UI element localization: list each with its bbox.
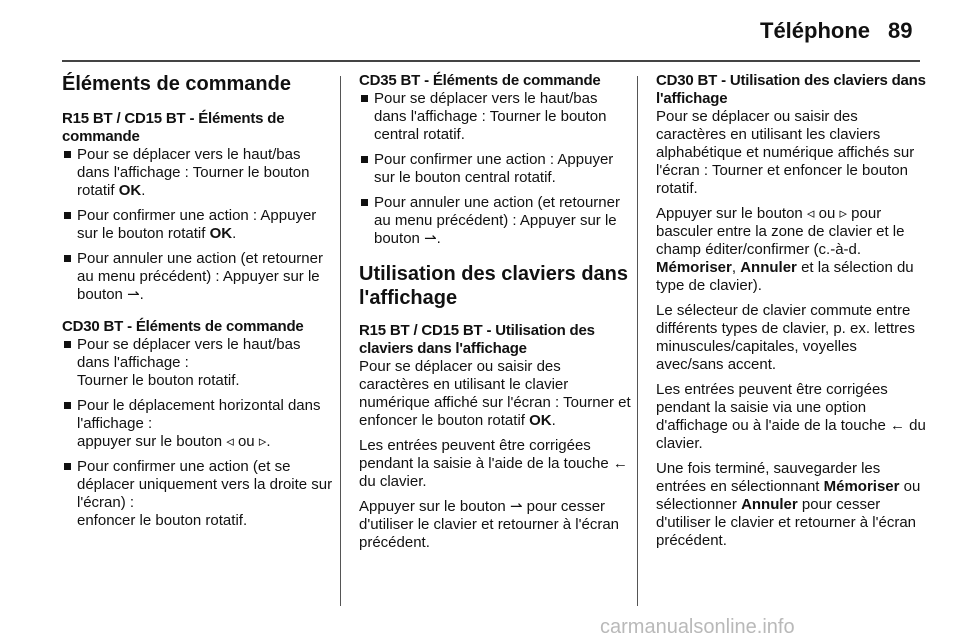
list-item: Pour se déplacer vers le haut/bas dans l'affichage : Tourner le bouton rotatif OK. <box>62 146 334 200</box>
subheading-cd30-keyboards: CD30 BT - Utilisation des claviers dans l'affichage <box>656 72 926 107</box>
list-item: Pour confirmer une action (et se déplacer uniquement vers la droite sur l'écran) : enfoncer le bouton rotatif. <box>62 458 334 530</box>
paragraph: Les entrées peuvent être corrigées pendant la saisie à l'aide de la touche ← du clavier. <box>359 437 628 490</box>
page-title: Téléphone <box>760 18 871 43</box>
subheading-cd30: CD30 BT - Éléments de commande <box>62 318 304 335</box>
section-heading: Éléments de commande <box>62 73 291 95</box>
list-item: Pour annuler une action (et retourner au menu précédent) : Appuyer sur le bouton ⇀. <box>359 194 631 248</box>
section-heading-keyboards: Utilisation des claviers dans l'affichage <box>359 263 628 309</box>
paragraph: Pour se déplacer ou saisir des caractères en utilisant les claviers alphabétique et numérique affichés sur l'écran : Tourner et enfoncer le bouton rotatif. <box>656 108 915 197</box>
list-item: Pour annuler une action (et retourner au menu précédent) : Appuyer sur le bouton ⇀. <box>62 250 334 304</box>
column-1 <box>62 72 334 544</box>
column-3 <box>656 72 928 557</box>
list-item: Pour le déplacement horizontal dans l'affichage : appuyer sur le bouton ◃ ou ▹. <box>62 397 334 451</box>
paragraph: Appuyer sur le bouton ◃ ou ▹ pour basculer entre la zone de clavier et le champ éditer/confirmer (c.-à-d. Mémoriser, Annuler et la sélection du type de clavier). <box>656 205 914 294</box>
watermark: carmanualsonline.info <box>600 616 795 638</box>
bullet-list-cd35 <box>359 90 631 248</box>
page-number: 89 <box>888 18 913 43</box>
paragraph: Appuyer sur le bouton ⇀ pour cesser d'utiliser le clavier et retourner à l'écran précédent. <box>359 498 620 551</box>
column-divider-1 <box>340 76 341 606</box>
list-item: Pour confirmer une action : Appuyer sur le bouton central rotatif. <box>359 151 631 187</box>
paragraph: Le sélecteur de clavier commute entre différents types de clavier, p. ex. lettres minuscules/capitales, voyelles avec/sans accent. <box>656 302 916 373</box>
list-item: Pour se déplacer vers le haut/bas dans l'affichage : Tourner le bouton central rotatif. <box>359 90 631 144</box>
subheading-r15-keyboards: R15 BT / CD15 BT - Utilisation des claviers dans l'affichage <box>359 322 595 357</box>
column-divider-2 <box>637 76 638 606</box>
list-item: Pour se déplacer vers le haut/bas dans l'affichage : Tourner le bouton rotatif. <box>62 336 334 390</box>
header-divider <box>62 60 920 62</box>
paragraph: Pour se déplacer ou saisir des caractères en utilisant le clavier numérique affiché sur l'écran : Tourner et enfoncer le bouton rotatif OK. <box>359 358 631 429</box>
paragraph: Une fois terminé, sauvegarder les entrées en sélectionnant Mémoriser ou sélectionner Annuler pour cesser d'utiliser le clavier et retourner à l'écran précédent. <box>656 460 921 549</box>
bullet-list-r15 <box>62 146 334 304</box>
paragraph: Les entrées peuvent être corrigées pendant la saisie via une option d'affichage ou à l'aide de la touche ← du clavier. <box>656 381 926 452</box>
list-item: Pour confirmer une action : Appuyer sur le bouton rotatif OK. <box>62 207 334 243</box>
column-2 <box>359 72 631 559</box>
subheading-cd35: CD35 BT - Éléments de commande <box>359 72 601 89</box>
subheading-r15: R15 BT / CD15 BT - Éléments de commande <box>62 110 285 145</box>
bullet-list-cd30 <box>62 336 334 530</box>
